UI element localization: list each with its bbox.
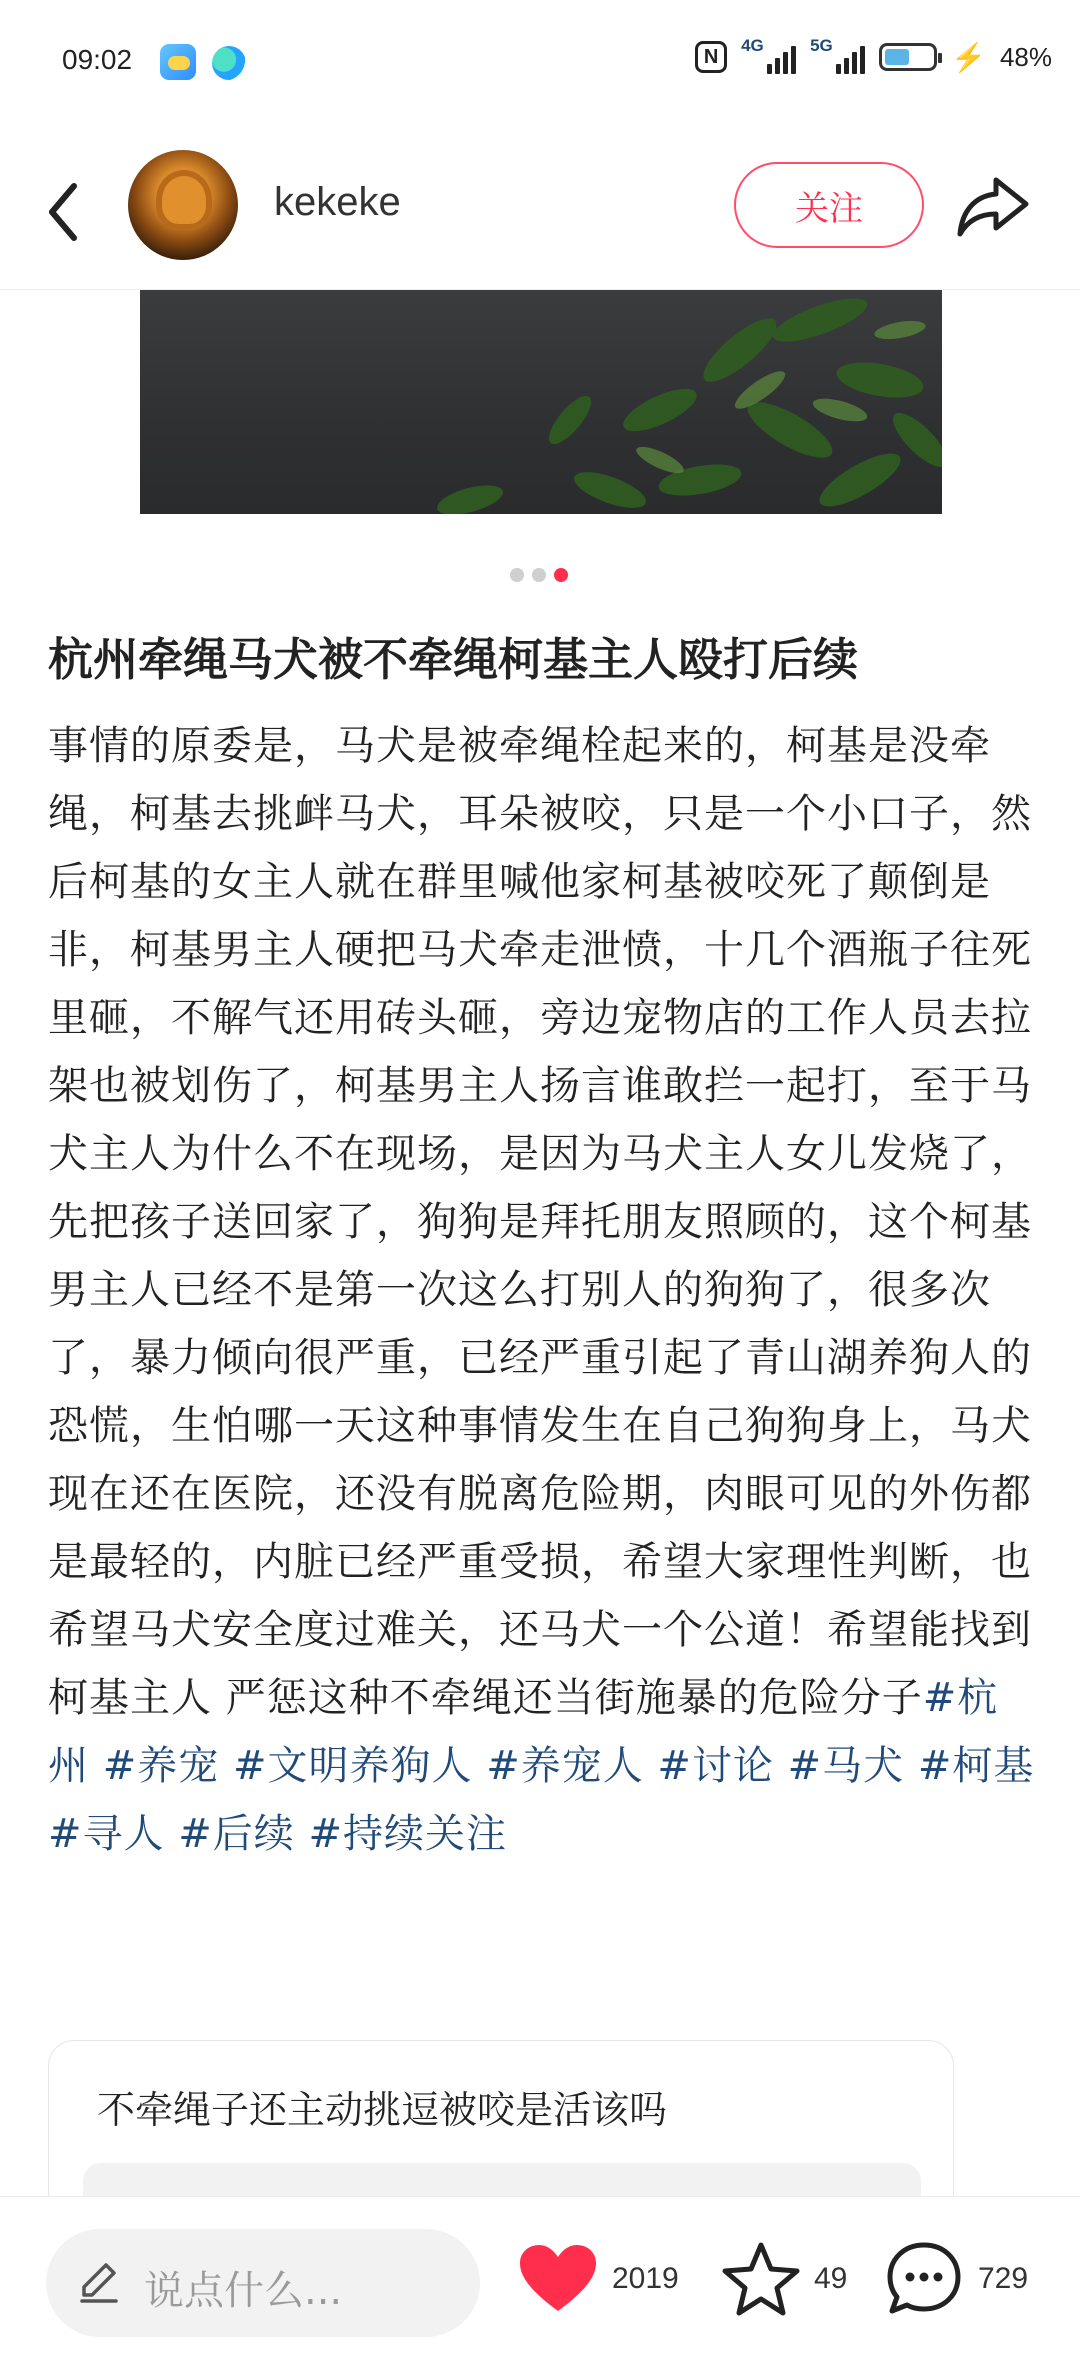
hashtag[interactable]: #养宠人 bbox=[486, 1743, 644, 1789]
hashtag[interactable]: #讨论 bbox=[657, 1743, 774, 1789]
poll-question: 不牵绳子还主动挑逗被咬是活该吗 bbox=[97, 2088, 668, 2132]
like-count: 2019 bbox=[612, 2262, 679, 2295]
share-icon[interactable] bbox=[956, 174, 1032, 240]
battery-percent: 48% bbox=[999, 41, 1052, 72]
like-button[interactable] bbox=[518, 2229, 679, 2329]
status-time: 09:02 bbox=[62, 44, 133, 75]
comment-icon bbox=[884, 2239, 964, 2319]
hashtag[interactable]: #养宠 bbox=[102, 1743, 220, 1789]
charging-icon: ⚡ bbox=[951, 41, 986, 73]
battery-icon bbox=[879, 43, 937, 71]
signal-5g-icon: 5G bbox=[810, 40, 865, 74]
follow-button[interactable]: 关注 bbox=[734, 162, 924, 248]
weather-app-icon bbox=[160, 44, 196, 80]
hashtag[interactable]: #柯基 bbox=[917, 1743, 1035, 1789]
back-icon[interactable] bbox=[40, 172, 90, 252]
post-title: 杭州牵绳马犬被不牵绳柯基主人殴打后续 bbox=[48, 633, 859, 686]
hashtag[interactable]: #持续关注 bbox=[308, 1811, 507, 1857]
bottom-action-bar bbox=[0, 2196, 1080, 2374]
comment-placeholder: 说点什么... bbox=[144, 2268, 343, 2314]
assistant-app-icon bbox=[212, 46, 246, 80]
post-image[interactable] bbox=[140, 290, 942, 514]
nfc-icon: N bbox=[695, 41, 727, 73]
comment-button[interactable] bbox=[884, 2229, 1028, 2329]
carousel-dot-active bbox=[554, 568, 568, 582]
avatar[interactable] bbox=[128, 150, 238, 260]
status-bar bbox=[0, 0, 1080, 128]
post-header bbox=[0, 128, 1080, 290]
carousel-dot bbox=[510, 568, 524, 582]
comment-input[interactable] bbox=[46, 2229, 480, 2337]
hashtag[interactable]: #马犬 bbox=[787, 1743, 905, 1789]
star-icon bbox=[722, 2241, 800, 2317]
heart-icon bbox=[518, 2243, 598, 2315]
post-body-text: 事情的原委是，马犬是被牵绳栓起来的，柯基是没牵绳，柯基去挑衅马犬，耳朵被咬，只是一个小口子，然后柯基的女主人就在群里喊他家柯基被咬死了颠倒是非，柯基男主人硬把马犬牵走泄愤，十几个酒瓶子往死里砸，不解气还用砖头砸，旁边宠物店的工作人员去拉架也被划伤了，柯基男主人扬言谁敢拦一起打，至于马犬主人为什么不在现场，是因为马犬主人女儿发烧了，先把孩子送回家了，狗狗是拜托朋友照顾的，这个柯基男主人已经不是第一次这么打别人的狗狗了，很多次了，暴力倾向很严重，已经严重引起了青山湖养狗人的恐慌，生怕哪一天这种事情发生在自己狗狗身上，马犬现在还在医院，还没有脱离危险期，肉眼可见的外伤都是最轻的，内脏已经严重受损，希望大家理性判断，也希望马犬安全度过难关，还马犬一个公道！希望能找到柯基主人 严惩这种不牵绳还当街施暴的危险分子 bbox=[48, 723, 1032, 1721]
hashtag[interactable]: #寻人 bbox=[48, 1811, 165, 1857]
hashtag[interactable]: #后续 bbox=[178, 1811, 295, 1857]
hashtag[interactable]: #文明养狗人 bbox=[232, 1743, 473, 1789]
post-body bbox=[48, 712, 1038, 1868]
pen-icon bbox=[76, 2259, 122, 2305]
carousel-dot bbox=[532, 568, 546, 582]
username[interactable]: kekeke bbox=[274, 180, 401, 224]
hashtag[interactable]: #杭州 bbox=[48, 1675, 999, 1789]
carousel-indicator bbox=[510, 568, 568, 582]
status-indicators bbox=[695, 36, 1052, 74]
comment-count: 729 bbox=[978, 2262, 1029, 2295]
signal-4g-icon: 4G bbox=[741, 40, 796, 74]
favorite-button[interactable] bbox=[722, 2229, 847, 2329]
favorite-count: 49 bbox=[814, 2262, 848, 2295]
